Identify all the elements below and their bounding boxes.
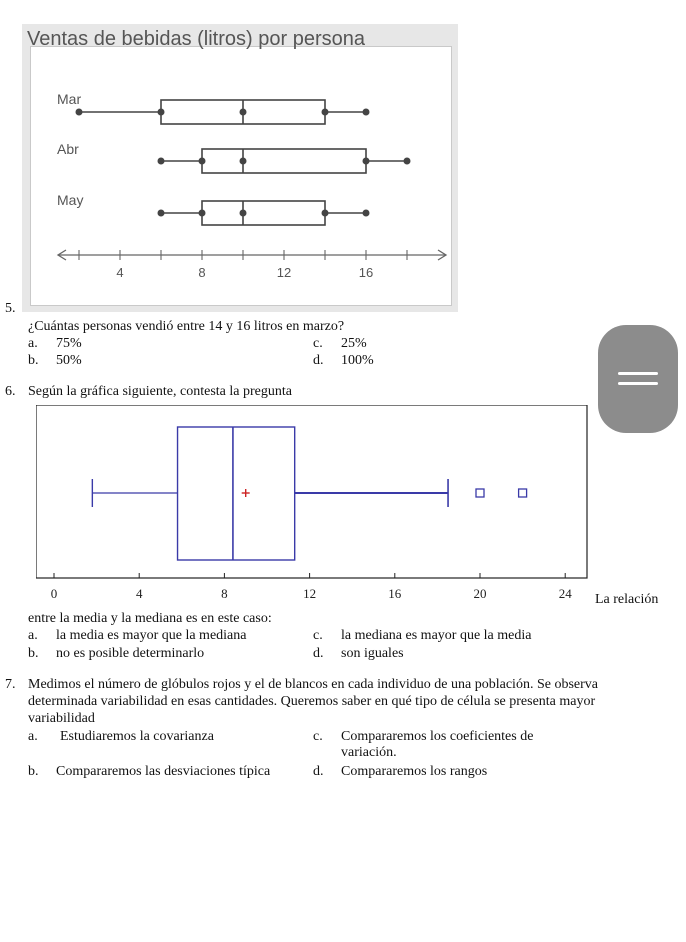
tick-label-0: 0 (50, 586, 58, 601)
q6-option-b-letter[interactable]: b. (28, 646, 39, 661)
q7-option-c-text-cont: variación. (341, 745, 397, 760)
q6-option-c-text[interactable]: la mediana es mayor que la media (341, 628, 532, 643)
q5-option-b-text[interactable]: 50% (56, 353, 82, 368)
q6-option-c-letter[interactable]: c. (313, 628, 323, 643)
point-dot (76, 109, 83, 116)
q7-line3: variabilidad (28, 711, 95, 726)
tick-label-4: 4 (116, 265, 124, 280)
point-dot (322, 109, 329, 116)
q5-option-d-text[interactable]: 100% (341, 353, 374, 368)
q7-option-c-letter[interactable]: c. (313, 729, 323, 744)
point-dot (363, 158, 370, 165)
point-dot (363, 210, 370, 217)
q5-option-a-letter[interactable]: a. (28, 336, 38, 351)
q7-line2: determinada variabilidad en esas cantidades. Queremos saber en qué tipo de célula se presenta mayor (28, 694, 596, 709)
tick-label-8: 8 (221, 586, 228, 601)
point-dot (404, 158, 411, 165)
menu-icon-line (618, 382, 658, 385)
point-dot (199, 210, 206, 217)
q7-option-d-letter[interactable]: d. (313, 764, 324, 779)
row-label-abr: Abr (57, 141, 79, 157)
q5-option-c-text[interactable]: 25% (341, 336, 367, 351)
point-dot (158, 210, 165, 217)
menu-icon (618, 372, 658, 375)
tick-label-8: 8 (198, 265, 206, 280)
q5-option-d-letter[interactable]: d. (313, 353, 324, 368)
point-dot (240, 109, 247, 116)
q6-trailing: La relación (595, 592, 659, 607)
point-dot (322, 210, 329, 217)
q7-option-b-letter[interactable]: b. (28, 764, 39, 779)
row-label-may: May (57, 192, 84, 208)
point-dot (240, 210, 247, 217)
q7-line1: Medimos el número de glóbulos rojos y el de blancos en cada individuo de una población. Se observa (28, 677, 598, 692)
q6-number: 6. (5, 384, 16, 399)
q6-question: entre la media y la mediana es en este caso: (28, 611, 272, 626)
q7-option-a-letter[interactable]: a. (28, 729, 38, 744)
point-dot (240, 158, 247, 165)
point-dot (363, 109, 370, 116)
point-dot (158, 158, 165, 165)
tick-label-16: 16 (358, 265, 374, 280)
point-dot (199, 158, 206, 165)
tick-label-24: 24 (558, 586, 572, 601)
q6-option-d-letter[interactable]: d. (313, 646, 324, 661)
tick-label-16: 16 (388, 586, 402, 601)
q6-option-a-text[interactable]: la media es mayor que la mediana (56, 628, 247, 643)
tick-label-12: 12 (303, 586, 317, 601)
q5-number: 5. (5, 301, 16, 316)
tick-label-12: 12 (276, 265, 292, 280)
q7-option-b-text[interactable]: Compararemos las desviaciones típica (56, 764, 271, 779)
q7-option-c-text[interactable]: Compararemos los coeficientes de (341, 729, 534, 744)
q7-number: 7. (5, 677, 16, 692)
q5-option-c-letter[interactable]: c. (313, 336, 323, 351)
q7-option-a-text[interactable]: Estudiaremos la covarianza (60, 729, 214, 744)
menu-handle-button[interactable] (598, 325, 678, 433)
box-abr (202, 149, 366, 173)
q7-option-d-text[interactable]: Compararemos los rangos (341, 764, 488, 779)
tick-label-20: 20 (473, 586, 487, 601)
q5-question: ¿Cuántas personas vendió entre 14 y 16 litros en marzo? (28, 319, 345, 334)
q6-intro: Según la gráfica siguiente, contesta la pregunta (28, 384, 292, 399)
chart2-frame (36, 405, 587, 578)
q6-option-a-letter[interactable]: a. (28, 628, 38, 643)
tick-label-4: 4 (135, 586, 143, 601)
q6-option-d-text[interactable]: son iguales (341, 646, 404, 661)
chart1-title: Ventas de bebidas (litros) por persona (27, 28, 365, 50)
point-dot (158, 109, 165, 116)
chart2-boxplot (36, 405, 596, 601)
chart1-boxplot (22, 24, 458, 312)
q5-option-b-letter[interactable]: b. (28, 353, 39, 368)
q6-option-b-text[interactable]: no es posible determinarlo (56, 646, 205, 661)
box-may (202, 201, 325, 225)
row-label-mar: Mar (57, 91, 82, 107)
q5-option-a-text[interactable]: 75% (56, 336, 82, 351)
